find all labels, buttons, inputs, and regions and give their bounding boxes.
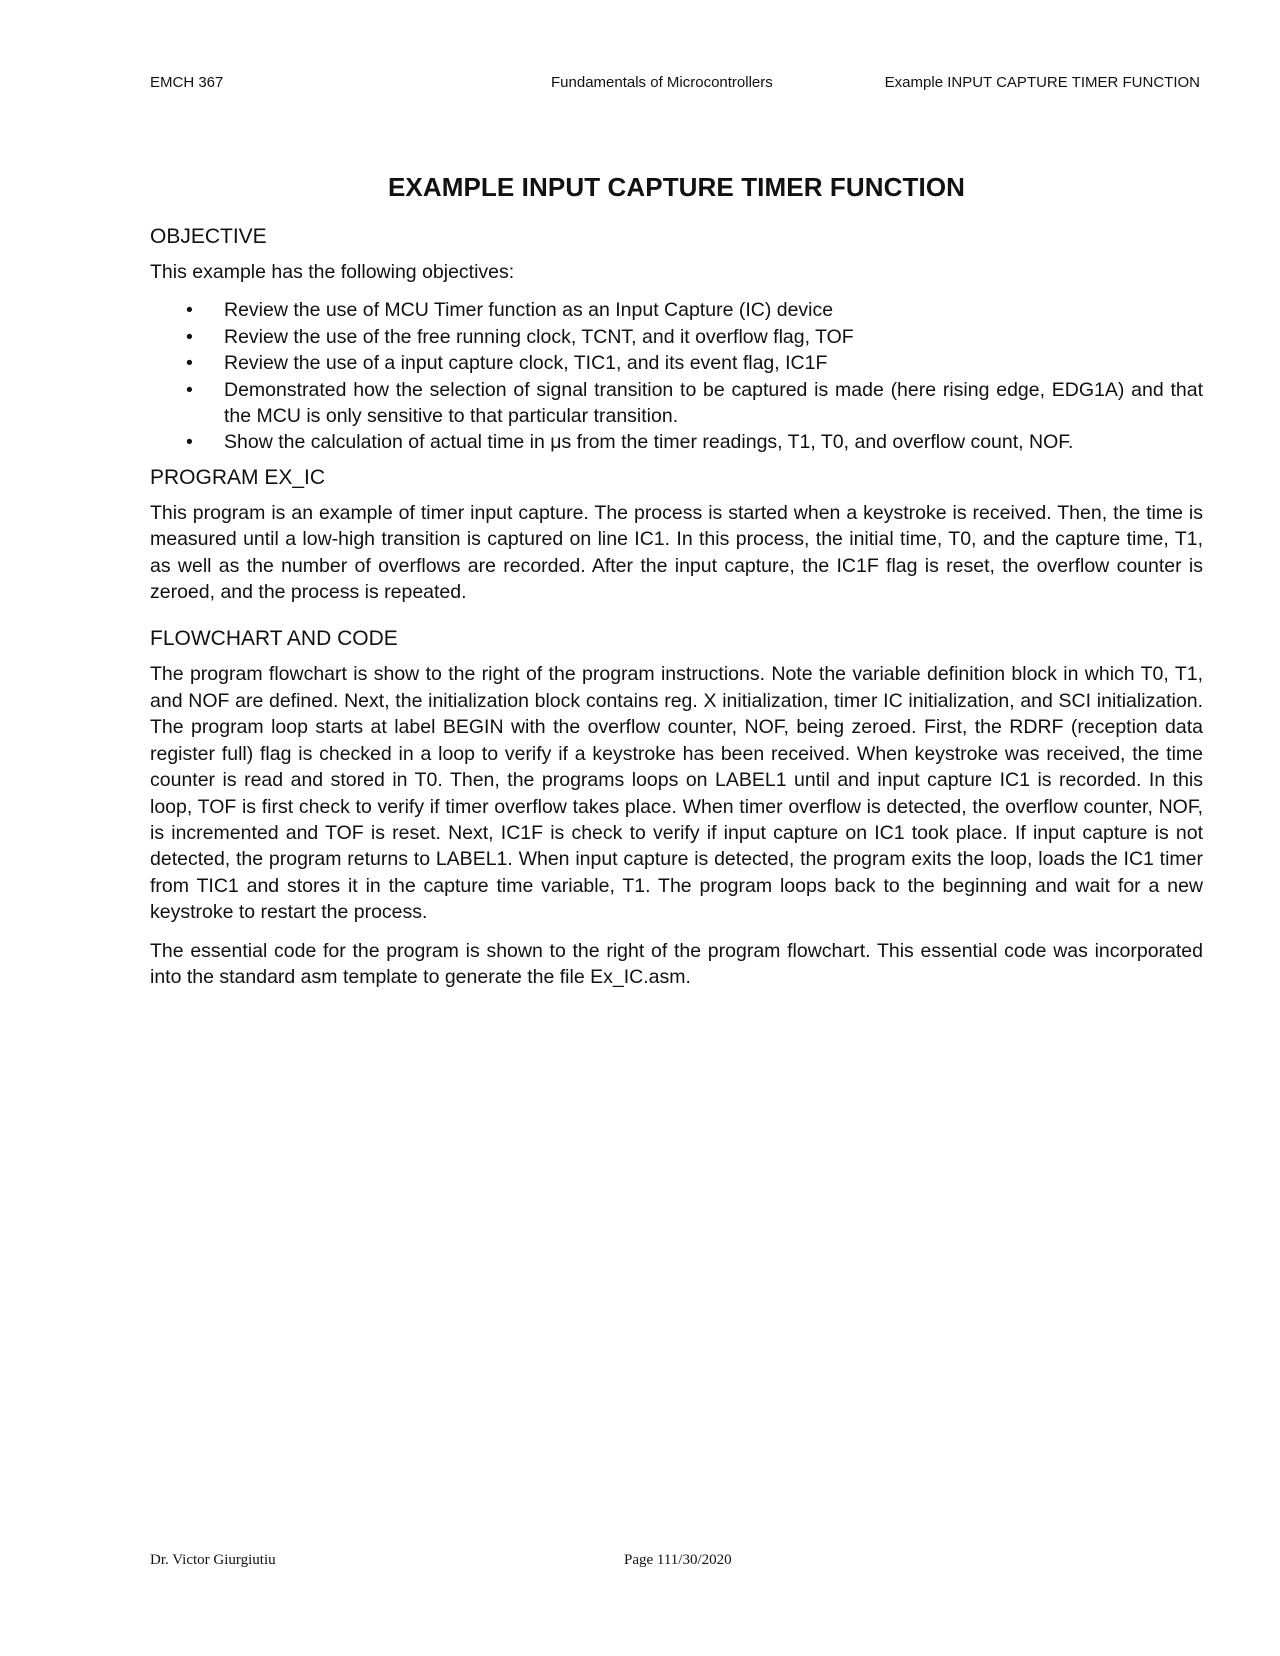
program-paragraph: This program is an example of timer input capture. The process is started when a keystroke is received. Then, the time is measured until a low-high transition is captured on line IC1. In this process, the initial time, T0, and the capture time, T1, as well as the number of overflows are recorded. After the input capture, the IC1F flag is reset, the overflow counter is zeroed, and the process is repeated. — [150, 501, 1203, 604]
objective-item-text: Demonstrated how the selection of signal transition to be captured is made (here rising edge, EDG1A) and that the MCU is only sensitive to that particular transition. — [224, 378, 1203, 428]
document-body — [150, 172, 1203, 1002]
objective-list — [150, 297, 1203, 455]
bullet-icon: • — [186, 299, 193, 322]
objective-item — [150, 429, 1203, 455]
header-subject: Fundamentals of Microcontrollers — [551, 74, 773, 91]
page-header — [150, 74, 1200, 96]
bullet-icon: • — [186, 378, 193, 401]
flowchart-paragraph-2: The essential code for the program is shown to the right of the program flowchart. This essential code was incorporated into the standard asm template to generate the file Ex_IC.asm. — [150, 939, 1203, 988]
program-heading: PROGRAM EX_IC — [150, 465, 326, 489]
objective-item-text: Review the use of a input capture clock, TIC1, and its event flag, IC1F — [224, 352, 828, 375]
objective-heading: OBJECTIVE — [150, 225, 267, 248]
bullet-icon: • — [186, 431, 193, 454]
document-title: EXAMPLE INPUT CAPTURE TIMER FUNCTION — [387, 172, 966, 202]
objective-item — [150, 324, 1203, 350]
objective-item — [150, 297, 1203, 323]
footer-page-number: Page 111/30/2020 — [624, 1552, 732, 1568]
objective-intro: This example has the following objectives: — [150, 261, 515, 283]
objective-item-text: Show the calculation of actual time in μs from the timer readings, T1, T0, and overflow count, NOF. — [224, 431, 1074, 454]
header-course: EMCH 367 — [150, 74, 224, 91]
flowchart-heading: FLOWCHART AND CODE — [150, 627, 398, 651]
footer-author: Dr. Victor Giurgiutiu — [150, 1552, 276, 1568]
bullet-icon: • — [186, 352, 193, 375]
page-footer — [150, 1552, 1203, 1574]
objective-item — [150, 350, 1203, 376]
header-example-title: Example INPUT CAPTURE TIMER FUNCTION — [884, 74, 1200, 91]
objective-item — [150, 377, 1203, 430]
objective-item-text: Review the use of MCU Timer function as an Input Capture (IC) device — [224, 299, 834, 322]
flowchart-paragraph-1: The program flowchart is show to the right of the program instructions. Note the variable definition block in which T0, T1, and NOF are defined. Next, the initialization block contains reg. X initialization, timer IC initialization, and SCI initialization. The program loop starts at label BEGIN with the overflow counter, NOF, being zeroed. First, the RDRF (reception data register full) flag is checked in a loop to verify if a keystroke has been received. When keystroke was received, the time counter is read and stored in T0. Then, the programs loops on LABEL1 until and input capture IC1 is recorded. In this loop, TOF is first check to verify if timer overflow takes place. When timer overflow is detected, the overflow counter, NOF, is incremented and TOF is reset. Next, IC1F is check to verify if input capture on IC1 took place. If input capture is not detected, the program returns to LABEL1. When input capture is detected, the program exits the loop, loads the IC1 timer from TIC1 and stores it in the capture time variable, T1. The program loops back to the beginning and wait for a new keystroke to restart the process. — [150, 663, 1203, 924]
bullet-icon: • — [186, 325, 193, 348]
objective-item-text: Review the use of the free running clock, TCNT, and it overflow flag, TOF — [224, 325, 854, 348]
